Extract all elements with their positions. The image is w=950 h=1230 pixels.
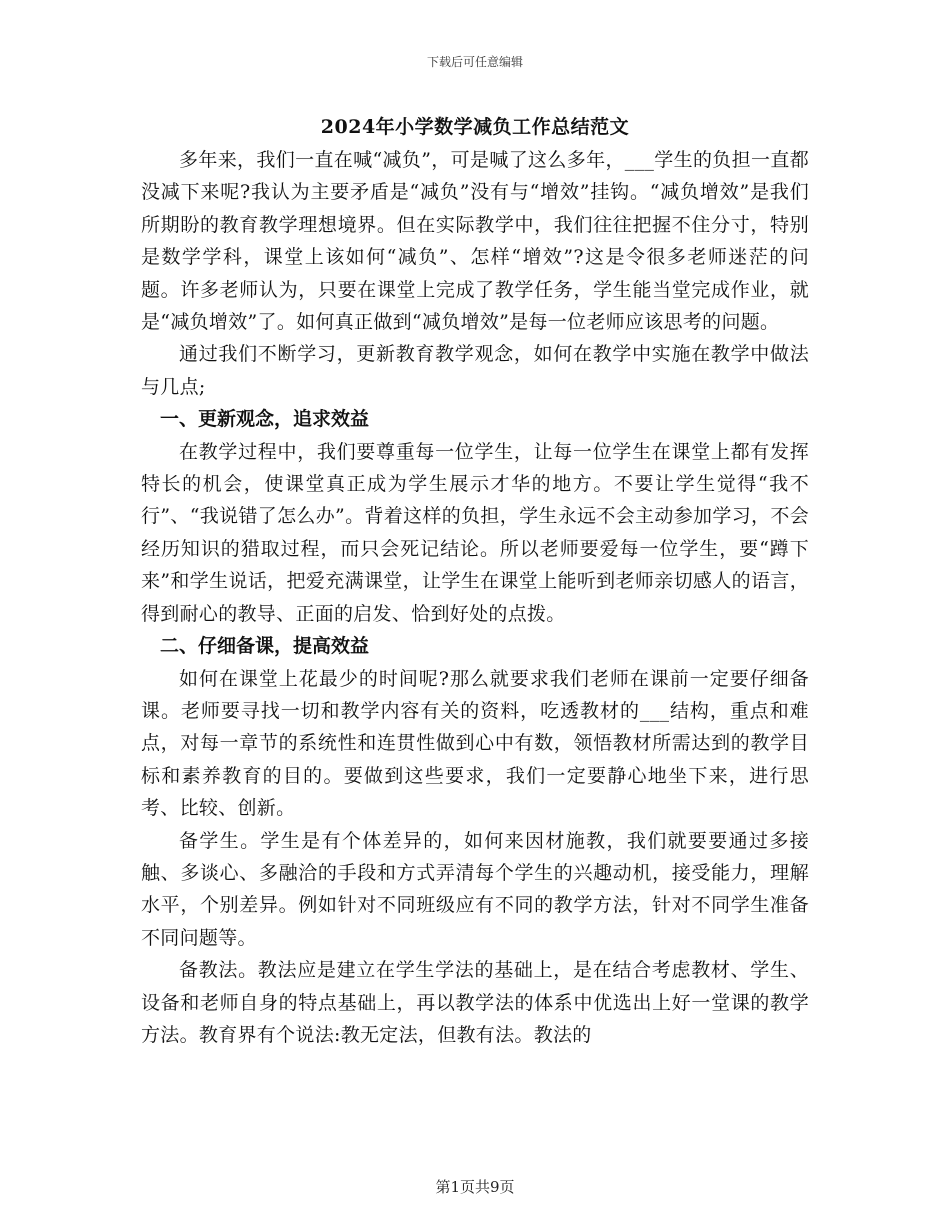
paragraph-prepare-students: 备学生。学生是有个体差异的，如何来因材施教，我们就要要通过多接触、多谈心、多融洽的手段和方式弄清每个学生的兴趣动机，接受能力，理解水平，个别差异。例如针对不同班级应有不同的教学方法，针对不同学生准备不同问题等。 — [141, 829, 809, 949]
section-heading-1: 一、更新观念，追求效益 — [160, 408, 370, 431]
document-title: 2024年小学数学减负工作总结范文 — [320, 116, 630, 138]
page-number: 第1页共9页 — [435, 1178, 515, 1196]
paragraph-intro: 多年来，我们一直在喊“减负”，可是喊了这么多年，___学生的负担一直都没减下来呢?我认为主要矛盾是“减负”没有与“增效”挂钩。“减负增效”是我们所期盼的教育教学理想境界。但在实际教学中，我们往往把握不住分寸，特别是数学学科，课堂上该如何“减负”、怎样“增效”?这是令很多老师迷茫的问题。许多老师认为，只要在课堂上完成了教学任务，学生能当堂完成作业，就是“减负增效”了。如何真正做到“减负增效”是每一位老师应该思考的问题。 — [141, 149, 809, 334]
paragraph-approach: 通过我们不断学习，更新教育教学观念，如何在教学中实施在教学中做法与几点; — [141, 343, 809, 398]
section-heading-2: 二、仔细备课，提高效益 — [160, 635, 370, 658]
paragraph-section-2: 如何在课堂上花最少的时间呢?那么就要求我们老师在课前一定要仔细备课。老师要寻找一切和教学内容有关的资料，吃透教材的___结构，重点和难点，对每一章节的系统性和连贯性做到心中有数，领悟教材所需达到的教学目标和素养教育的目的。要做到这些要求，我们一定要静心地坐下来，进行思考、比较、创新。 — [141, 667, 809, 820]
download-note: 下载后可任意编辑 — [426, 55, 523, 69]
paragraph-prepare-methods: 备教法。教法应是建立在学生学法的基础上，是在结合考虑教材、学生、设备和老师自身的特点基础上，再以教学法的体系中优选出上好一堂课的教学方法。教育界有个说法:教无定法，但教有法。教法的 — [141, 959, 809, 1046]
paragraph-section-1: 在教学过程中，我们要尊重每一位学生，让每一位学生在课堂上都有发挥特长的机会，使课堂真正成为学生展示才华的地方。不要让学生觉得“我不行”、“我说错了怎么办”。背着这样的负担，学生永远不会主动参加学习，不会经历知识的猎取过程，而只会死记结论。所以老师要爱每一位学生，要“蹲下来”和学生说话，把爱充满课堂，让学生在课堂上能听到老师亲切感人的语言，得到耐心的教导、正面的启发、恰到好处的点拨。 — [141, 440, 809, 625]
document-body — [141, 110, 809, 1051]
